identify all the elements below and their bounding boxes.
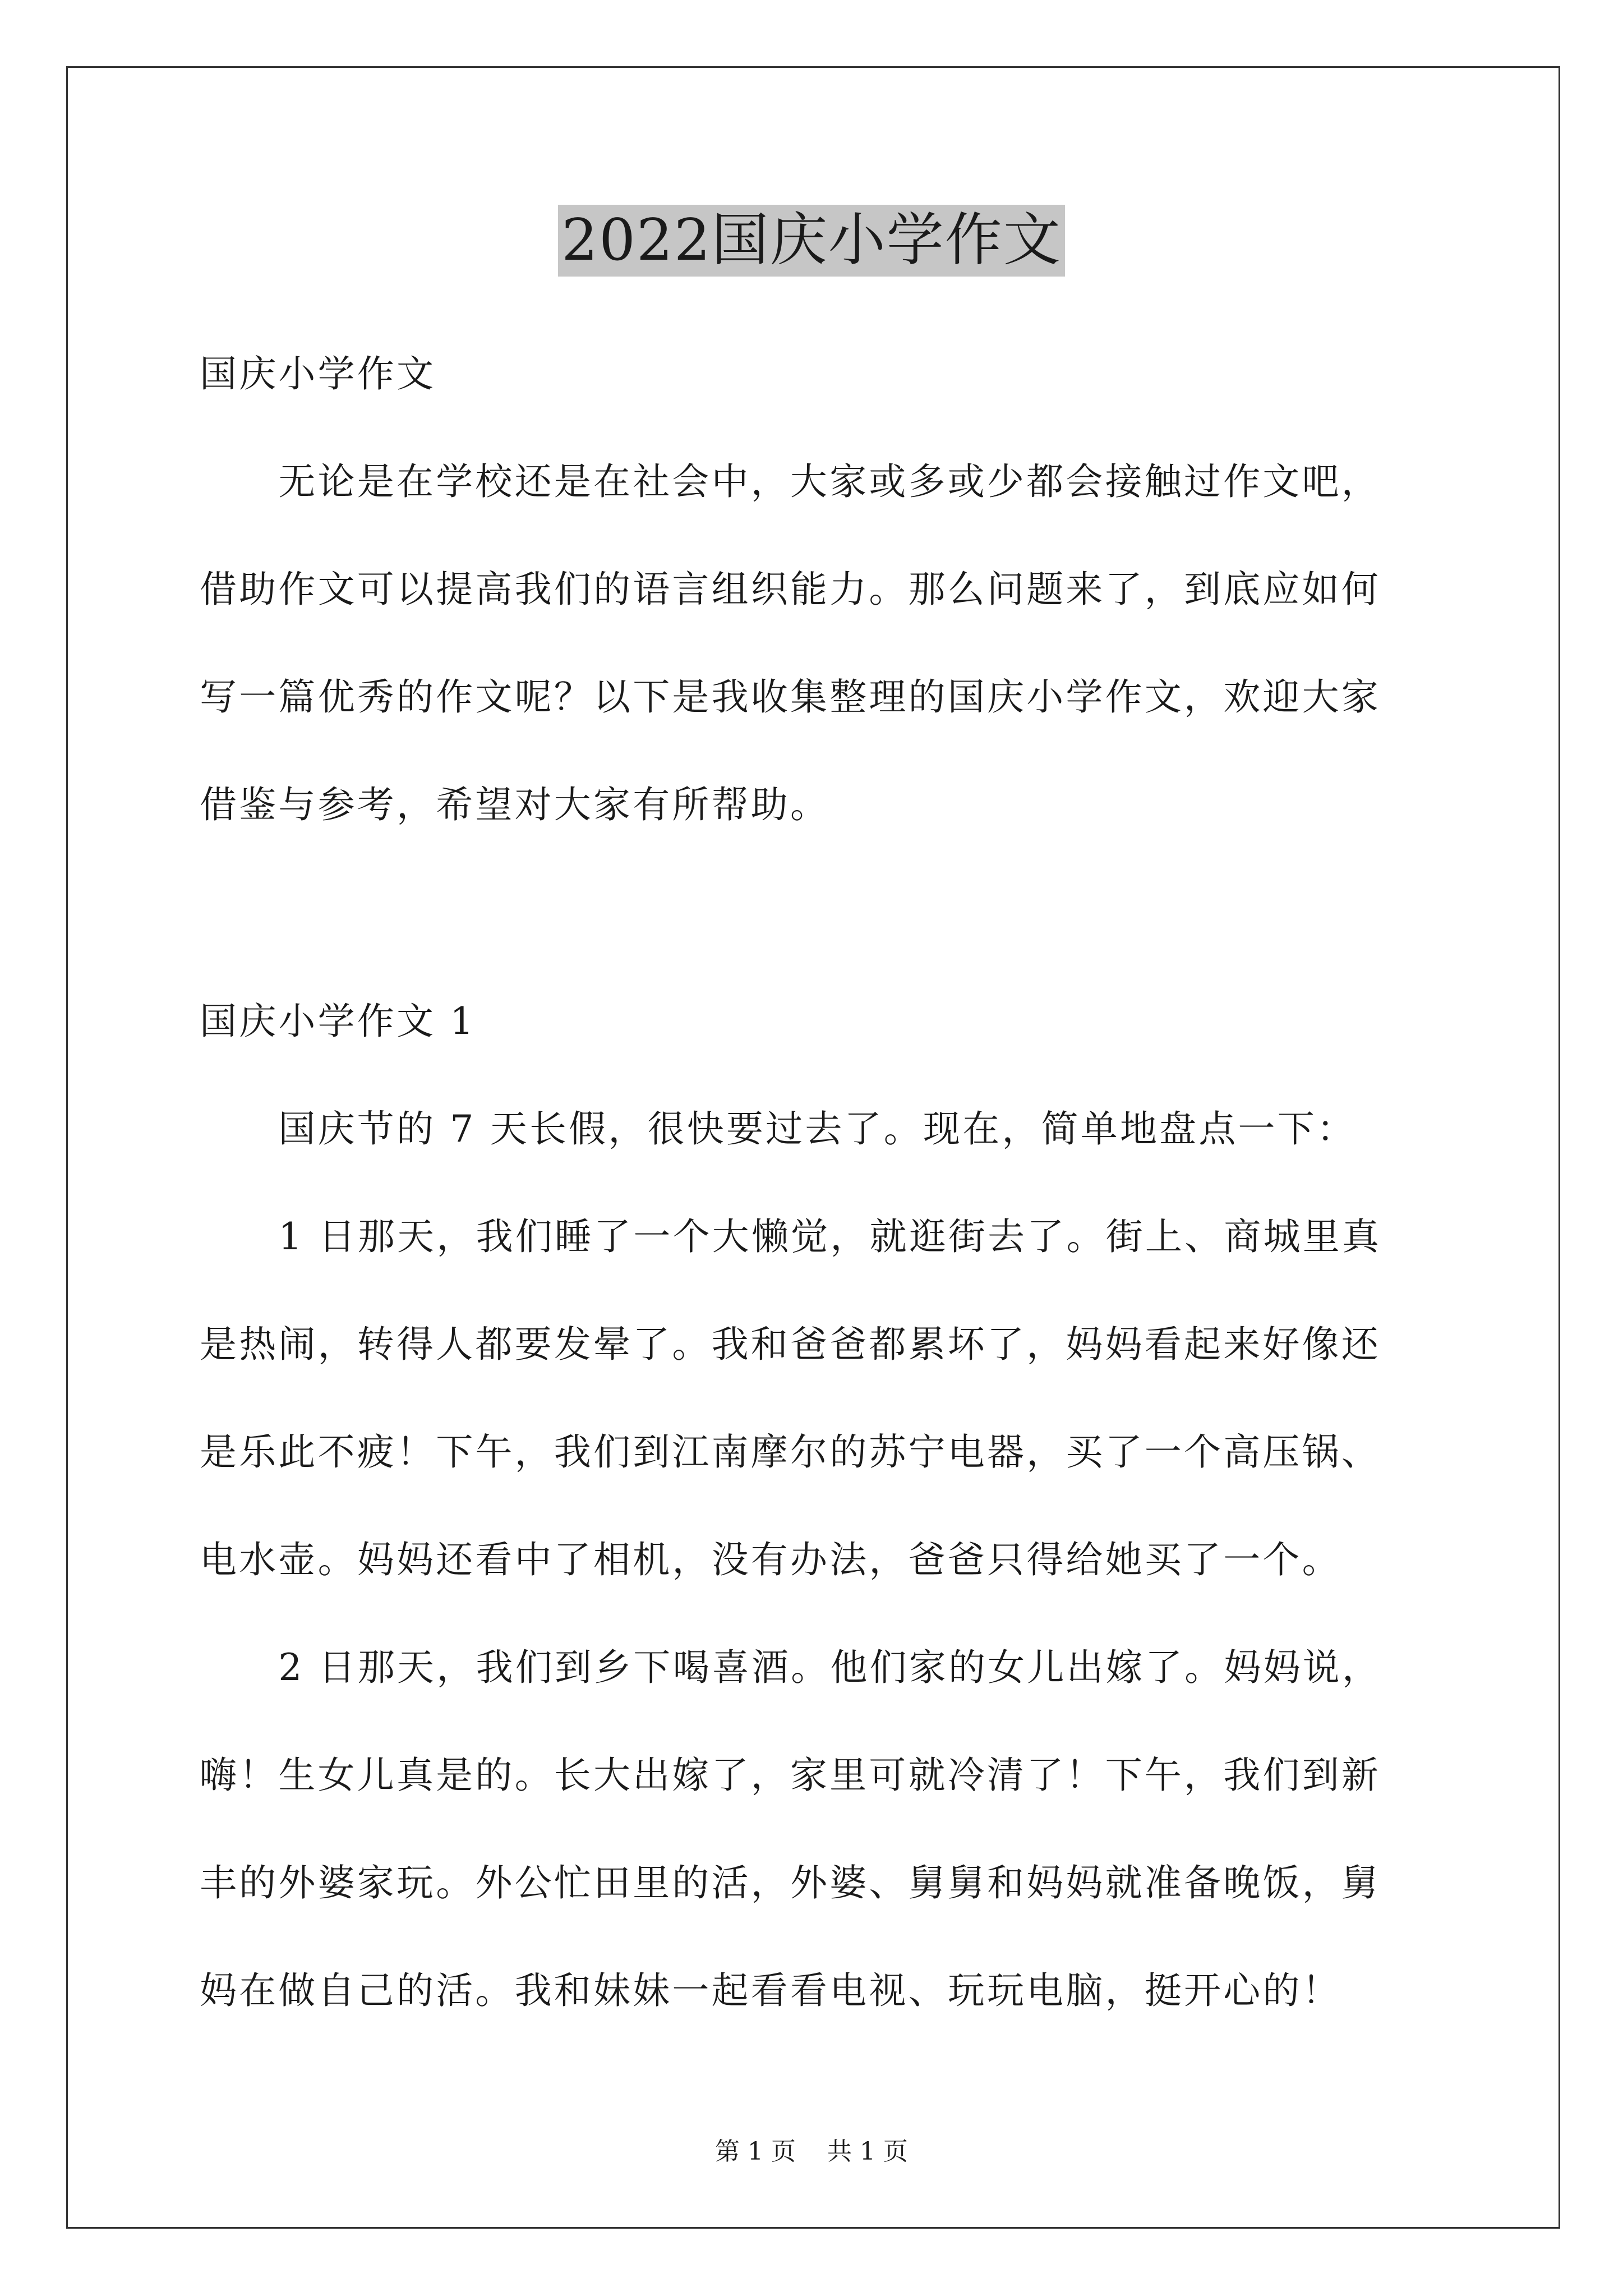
intro-line-3: 写一篇优秀的作文呢？以下是我收集整理的国庆小学作文，欢迎大家 xyxy=(200,675,1381,719)
title-container xyxy=(0,205,1623,277)
body-line-9: 妈在做自己的活。我和妹妹一起看看电视、玩玩电脑，挺开心的！ xyxy=(200,1969,1341,2012)
body-line-4: 是乐此不疲！下午，我们到江南摩尔的苏宁电器，买了一个高压锅、 xyxy=(200,1430,1381,1474)
body-line-6: 2 日那天，我们到乡下喝喜酒。他们家的女儿出嫁了。妈妈说， xyxy=(200,1646,1382,1689)
body-line-7: 嗨！生女儿真是的。长大出嫁了，家里可就冷清了！下午，我们到新 xyxy=(200,1754,1381,1797)
intro-line-1: 无论是在学校还是在社会中，大家或多或少都会接触过作文吧， xyxy=(200,460,1381,503)
intro-line-2: 借助作文可以提高我们的语言组织能力。那么问题来了，到底应如何 xyxy=(200,568,1381,611)
body-line-5: 电水壶。妈妈还看中了相机，没有办法，爸爸只得给她买了一个。 xyxy=(200,1538,1341,1581)
body-line-1: 国庆节的 7 天长假，很快要过去了。现在，简单地盘点一下： xyxy=(200,1107,1357,1151)
body-line-3: 是热闹，转得人都要发晕了。我和爸爸都累坏了，妈妈看起来好像还 xyxy=(200,1323,1381,1366)
section-heading: 国庆小学作文 1 xyxy=(200,1000,476,1043)
page-footer: 第 1 页 共 1 页 xyxy=(715,2137,908,2166)
intro-line-4: 借鉴与参考，希望对大家有所帮助。 xyxy=(200,783,830,826)
body-line-2: 1 日那天，我们睡了一个大懒觉，就逛街去了。街上、商城里真 xyxy=(200,1215,1382,1258)
document-subtitle: 国庆小学作文 xyxy=(200,352,436,395)
document-title: 2022国庆小学作文 xyxy=(558,205,1065,277)
body-line-8: 丰的外婆家玩。外公忙田里的活，外婆、舅舅和妈妈就准备晚饭，舅 xyxy=(200,1861,1381,1904)
